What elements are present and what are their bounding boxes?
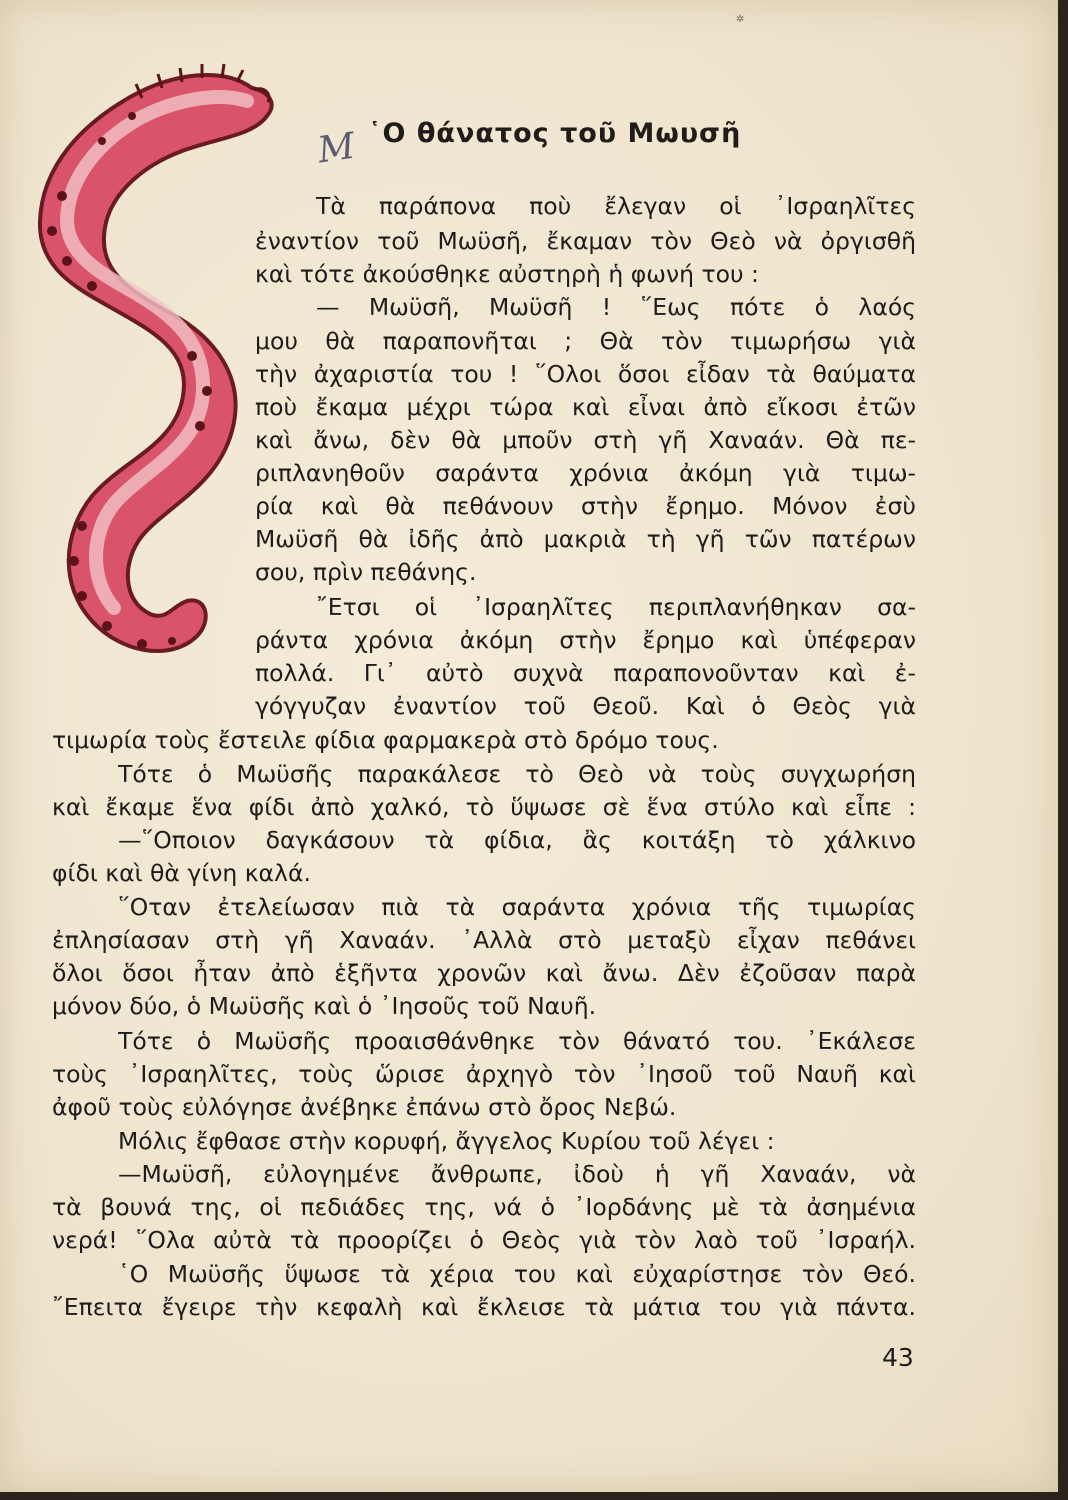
text-line: ἐπλησίασαν στὴ γῆ Χαναάν. ᾿Αλλὰ στὸ μεταξὺ εἶχαν πεθάνει: [52, 926, 916, 954]
text-line: τιμωρία τοὺς ἔστειλε φίδια φαρμακερὰ στὸ δρόμο τους.: [52, 726, 719, 754]
snake-initial-illustration: [22, 56, 282, 676]
text-line: —῞Οποιον δαγκάσουν τὰ φίδια, ἂς κοιτάξη τὸ χάλκινο: [118, 826, 916, 854]
text-line: σου, πρὶν πεθάνης.: [255, 558, 477, 586]
text-line: Τότε ὁ Μωϋσῆς προαισθάνθηκε τὸν θάνατό του. ᾿Εκάλεσε: [118, 1027, 916, 1055]
text-line: ἀφοῦ τοὺς εὐλόγησε ἀνέβηκε ἐπάνω στὸ ὄρος Νεβώ.: [52, 1093, 677, 1121]
text-line: ῎Επειτα ἔγειρε τὴν κεφαλὴ καὶ ἔκλεισε τὰ μάτια του γιὰ πάντα.: [52, 1293, 916, 1321]
text-line: φίδι καὶ θὰ γίνη καλά.: [52, 859, 311, 887]
chapter-title: ῾Ο θάνατος τοῦ Μωυσῆ: [368, 118, 742, 149]
text-line: τὴν ἀχαριστία του ! ῞Ολοι ὅσοι εἶδαν τὰ θαύματα: [255, 360, 916, 388]
text-line: μόνον δύο, ὁ Μωϋσῆς καὶ ὁ ᾿Ιησοῦς τοῦ Ναυῆ.: [52, 992, 597, 1020]
text-line: —Μωϋσῆ, εὐλογημένε ἄνθρωπε, ἰδοὺ ἡ γῆ Χαναάν, νὰ: [118, 1160, 916, 1188]
page-number: 43: [882, 1343, 914, 1372]
text-line: πολλά. Γι᾿ αὐτὸ συχνὰ παραπονοῦνταν καὶ ἐ-: [255, 659, 916, 687]
text-line: νερά! ῞Ολα αὐτὰ τὰ προορίζει ὁ Θεὸς γιὰ τὸν λαὸ τοῦ ᾿Ισραήλ.: [52, 1226, 916, 1254]
text-line: ποὺ ἔκαμα μέχρι τώρα καὶ εἶναι ἀπὸ εἴκοσι ἐτῶν: [255, 393, 916, 421]
text-line: καὶ ἔκαμε ἕνα φίδι ἀπὸ χαλκό, τὸ ὕψωσε σὲ ἕνα στύλο καὶ εἶπε :: [52, 793, 916, 821]
text-line: ἐναντίον τοῦ Μωϋσῆ, ἔκαμαν τὸν Θεὸ νὰ ὀργισθῆ: [255, 227, 916, 255]
text-line: καὶ τότε ἀκούσθηκε αὐστηρὴ ἡ φωνή του :: [255, 260, 759, 288]
text-line: γόγγυζαν ἐναντίον τοῦ Θεοῦ. Καὶ ὁ Θεὸς γιὰ: [255, 692, 916, 720]
text-line: ρία καὶ θὰ πεθάνουν στὴν ἔρημο. Μόνον ἐσὺ: [255, 492, 916, 520]
text-line: ῎Ετσι οἱ ᾿Ισραηλῖτες περιπλανήθηκαν σα-: [316, 593, 916, 621]
paper-speck: ✲: [736, 14, 745, 25]
scan-edge-bottom: [0, 1492, 1068, 1500]
text-line: τοὺς ᾿Ισραηλῖτες, τοὺς ὥρισε ἀρχηγὸ τὸν ᾿Ιησοῦ τοῦ Ναυῆ καὶ: [52, 1060, 916, 1088]
text-line: ὅλοι ὅσοι ἦταν ἀπὸ ἑξῆντα χρονῶν καὶ ἄνω. Δὲν ἐζοῦσαν παρὰ: [52, 959, 916, 987]
text-line: ῾Ο Μωϋσῆς ὕψωσε τὰ χέρια του καὶ εὐχαρίστησε τὸν Θεό.: [118, 1260, 916, 1288]
text-line: τὰ βουνά της, οἱ πεδιάδες της, νά ὁ ᾿Ιορδάνης μὲ τὰ ἀσημένια: [52, 1193, 916, 1221]
text-line: μου θὰ παραπονῆται ; Θὰ τὸν τιμωρήσω γιὰ: [255, 327, 916, 355]
text-line: καὶ ἄνω, δὲν θὰ μποῦν στὴ γῆ Χαναάν. Θὰ πε-: [255, 426, 916, 454]
handwritten-mark: Μ: [315, 125, 358, 172]
text-line: ριπλανηθοῦν σαράντα χρόνια ἀκόμη γιὰ τιμω-: [255, 459, 916, 487]
text-line: — Μωϋσῆ, Μωϋσῆ ! ῞Εως πότε ὁ λαός: [316, 293, 916, 321]
scan-edge-right: [1058, 0, 1068, 1500]
text-line: Τότε ὁ Μωϋσῆς παρακάλεσε τὸ Θεὸ νὰ τοὺς συγχωρήση: [118, 760, 916, 788]
text-line: Μόλις ἔφθασε στὴν κορυφή, ἄγγελος Κυρίου τοῦ λέγει :: [118, 1127, 775, 1155]
text-line: Τὰ παράπονα ποὺ ἔλεγαν οἱ ᾿Ισραηλῖτες: [316, 192, 916, 220]
text-line: ράντα χρόνια ἀκόμη στὴν ἔρημο καὶ ὑπέφεραν: [255, 626, 916, 654]
text-line: ῞Οταν ἐτελείωσαν πιὰ τὰ σαράντα χρόνια τῆς τιμωρίας: [118, 893, 916, 921]
text-line: Μωϋσῆ θὰ ἰδῆς ἀπὸ μακριὰ τὴ γῆ τῶν πατέρων: [255, 525, 916, 553]
